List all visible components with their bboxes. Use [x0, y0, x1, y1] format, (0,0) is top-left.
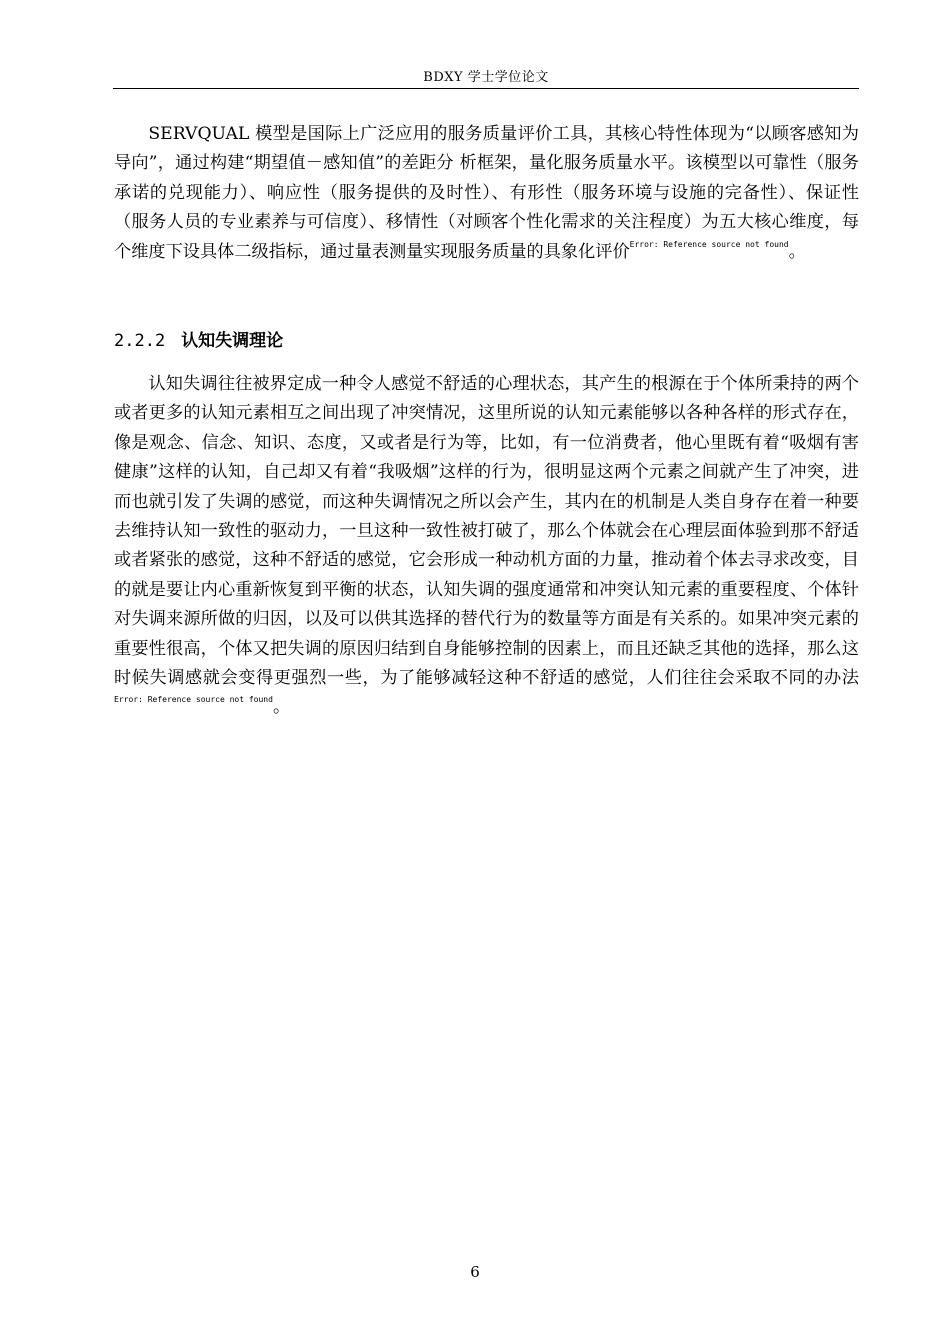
section-heading — [114, 328, 283, 354]
section-number: 2.2.2 — [114, 331, 166, 351]
citation-error-marker: Error: Reference source not found — [114, 695, 273, 705]
paragraph-end-punctuation: 。 — [788, 241, 806, 262]
paragraph-end-punctuation: 。 — [272, 697, 291, 718]
section-title: 认知失调理论 — [181, 331, 284, 351]
paragraph-text: SERVQUAL 模型是国际上广泛应用的服务质量评价工具，其核心特性体现为“以顾客感知为导向”，通过构建“期望值－感知值”的差距分 析框架，量化服务质量水平。该模型以可靠性（服务承诺的兑现能力）、响应性（服务提供的及时性）、有形性（服务环境与设施的完备性）、保证性（服务人员的专业素养与可信度）、移情性（对顾客个性化需求的关注程度）为五大核心维度，每个维度下设具体二级指标，通过量表测量实现服务质量的具象化评价 — [114, 124, 859, 262]
paragraph-text: 认知失调往往被界定成一种令人感觉不舒适的心理状态，其产生的根源在于个体所秉持的两个或者更多的认知元素相互之间出现了冲突情况，这里所说的认知元素能够以各种各样的形式存在，像是观念、信念、知识、态度，又或者是行为等，比如，有一位消费者，他心里既有着“吸烟有害健康”这样的认知，自己却又有着“我吸烟”这样的行为，很明显这两个元素之间就产生了冲突，进而也就引发了失调的感觉，而这种失调情况之所以会产生，其内在的机制是人类自身存在着一种要去维持认知一致性的驱动力，一旦这种一致性被打破了，那么个体就会在心理层面体验到那不舒适或者紧张的感觉，这种不舒适的感觉，它会形成一种动机方面的力量，推动着个体去寻求改变，目的就是要让内心重新恢复到平衡的状态，认知失调的强度通常和冲突认知元素的重要程度、个体针对失调来源所做的归因，以及可以供其选择的替代行为的数量等方面是有关系的。如果冲突元素的重要性很高，个体又把失调的原因归结到自身能够控制的因素上，而且还缺乏其他的选择，那么这时候失调感就会变得更强烈一些，为了能够减轻这种不舒适的感觉，人们往往会采取不同的办法 — [114, 374, 859, 689]
header-rule — [113, 88, 859, 89]
page-number: 6 — [470, 1263, 480, 1281]
body-paragraph-servqual — [114, 120, 859, 267]
running-header: BDXY 学士学位论文 — [423, 70, 549, 85]
citation-error-marker: Error: Reference source not found — [629, 239, 789, 249]
body-paragraph-cognitive-dissonance — [114, 370, 859, 723]
